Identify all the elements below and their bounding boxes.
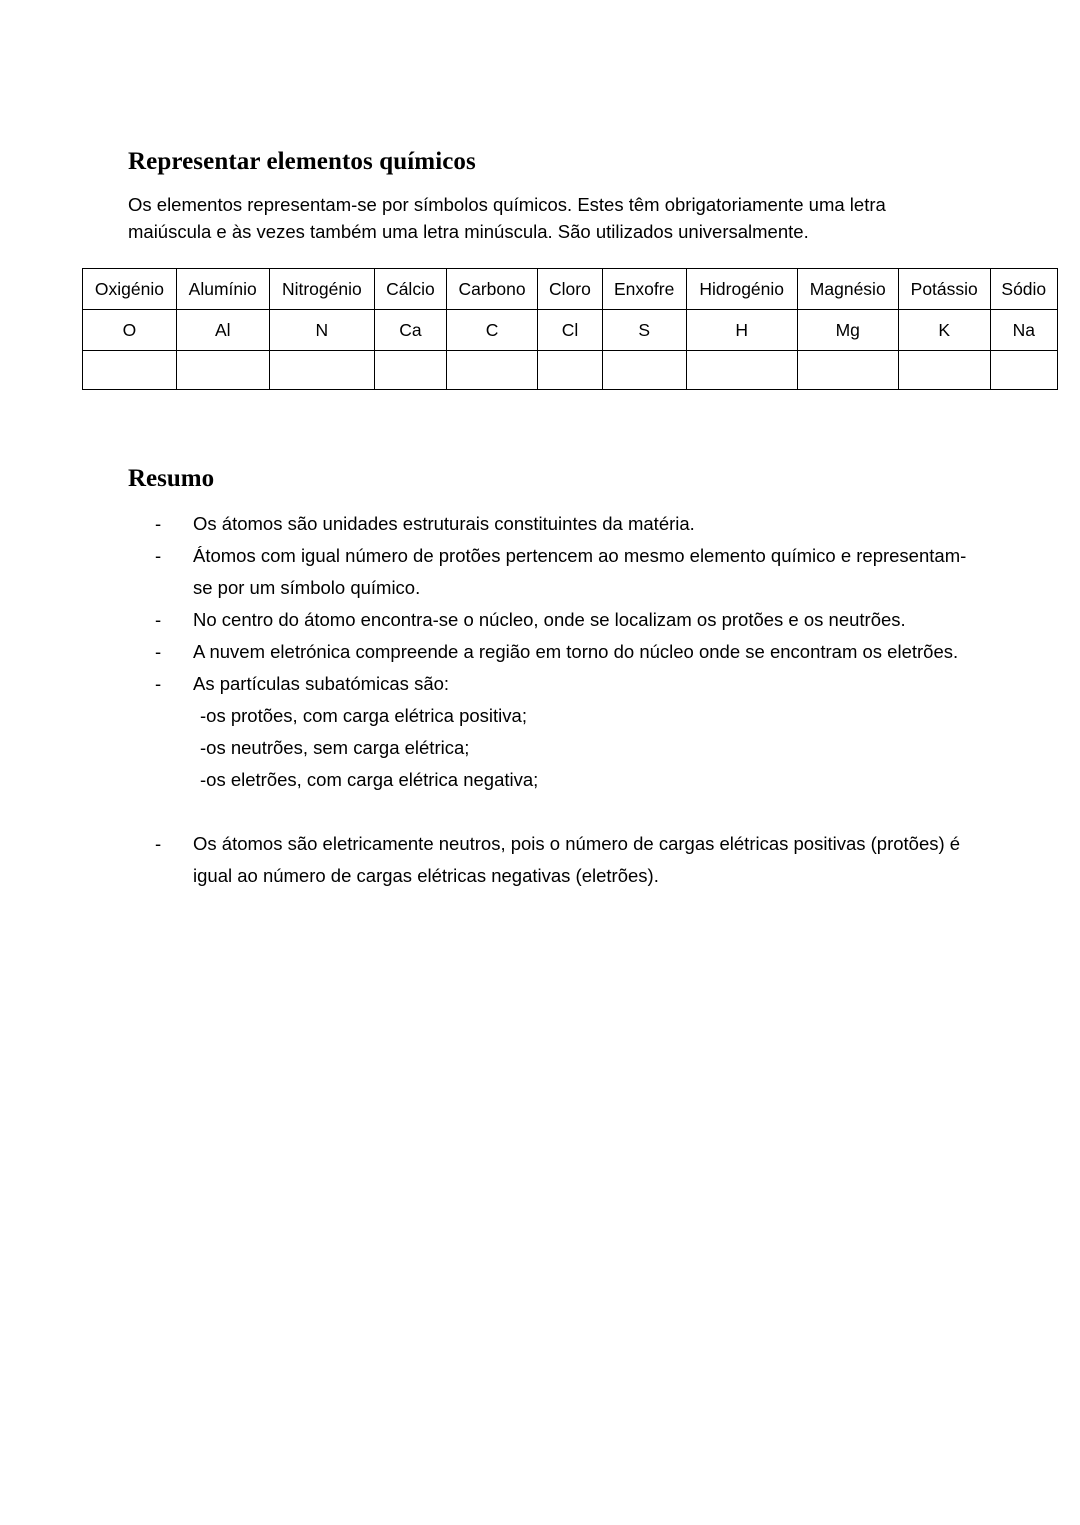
bullet-marker-icon: - [155,673,162,694]
table-cell: Mg [797,310,898,351]
intro-paragraph: Os elementos representam-se por símbolos químicos. Estes têm obrigatoriamente uma letra maiúscula e às vezes também uma letra minúscula. São utilizados universalmente. [128,193,886,242]
table-cell: Magnésio [797,269,898,310]
table-row [83,269,1058,310]
table-cell: Cálcio [375,269,447,310]
list-item-text: Os átomos são unidades estruturais constituintes da matéria. [193,513,695,534]
table-cell: Enxofre [602,269,686,310]
list-item-text: No centro do átomo encontra-se o núcleo, onde se localizam os protões e os neutrões. [193,609,906,630]
list-item [155,668,975,700]
table-cell: Al [176,310,269,351]
table-cell: Hidrogénio [686,269,797,310]
table-cell: K [898,310,990,351]
bullet-marker-icon: - [155,545,162,566]
table-cell: S [602,310,686,351]
table-cell: Oxigénio [83,269,177,310]
bullet-marker-icon: - [155,513,162,534]
table-cell: C [446,310,538,351]
table-cell: Potássio [898,269,990,310]
page-title: Representar elementos químicos [128,147,476,175]
list-subitem: -os protões, com carga elétrica positiva; [200,705,527,726]
bullet-marker-icon: - [155,641,162,662]
list-item [155,540,975,604]
table-cell: Cloro [538,269,602,310]
table-cell: Nitrogénio [269,269,375,310]
table-cell: Alumínio [176,269,269,310]
bullet-marker-icon: - [155,833,162,854]
table-cell: Na [990,310,1057,351]
table-cell [375,351,447,390]
summary-list [155,508,975,892]
table-cell [446,351,538,390]
list-item-text: As partículas subatómicas são: [193,673,450,694]
table-cell [990,351,1057,390]
list-spacer [155,796,975,828]
list-item-text: A nuvem eletrónica compreende a região em torno do núcleo onde se encontram os eletrões. [193,641,959,662]
table-row [83,310,1058,351]
table-cell [269,351,375,390]
summary-heading: Resumo [128,464,215,492]
list-subitem: -os eletrões, com carga elétrica negativa; [200,769,539,790]
list-item [155,828,975,892]
table-cell: Cl [538,310,602,351]
table-cell [538,351,602,390]
table-cell [83,351,177,390]
table-cell: Ca [375,310,447,351]
list-item [155,636,975,668]
list-item-text: Os átomos são eletricamente neutros, pois o número de cargas elétricas positivas (protões) é igual ao número de cargas elétricas negativas (eletrões). [193,833,961,886]
table-cell [602,351,686,390]
bullet-marker-icon: - [155,609,162,630]
table-cell [898,351,990,390]
list-item [155,604,975,636]
table-cell [176,351,269,390]
table-cell [797,351,898,390]
list-item [155,508,975,540]
table-cell: O [83,310,177,351]
chemical-elements-table [82,268,1058,390]
table-cell [686,351,797,390]
table-body [83,269,1058,390]
list-subitem: -os neutrões, sem carga elétrica; [200,737,470,758]
table-cell: Sódio [990,269,1057,310]
table-cell: H [686,310,797,351]
table-row [83,351,1058,390]
table-cell: N [269,310,375,351]
table-cell: Carbono [446,269,538,310]
list-item-text: Átomos com igual número de protões pertencem ao mesmo elemento químico e representam-se por um símbolo químico. [193,545,967,598]
